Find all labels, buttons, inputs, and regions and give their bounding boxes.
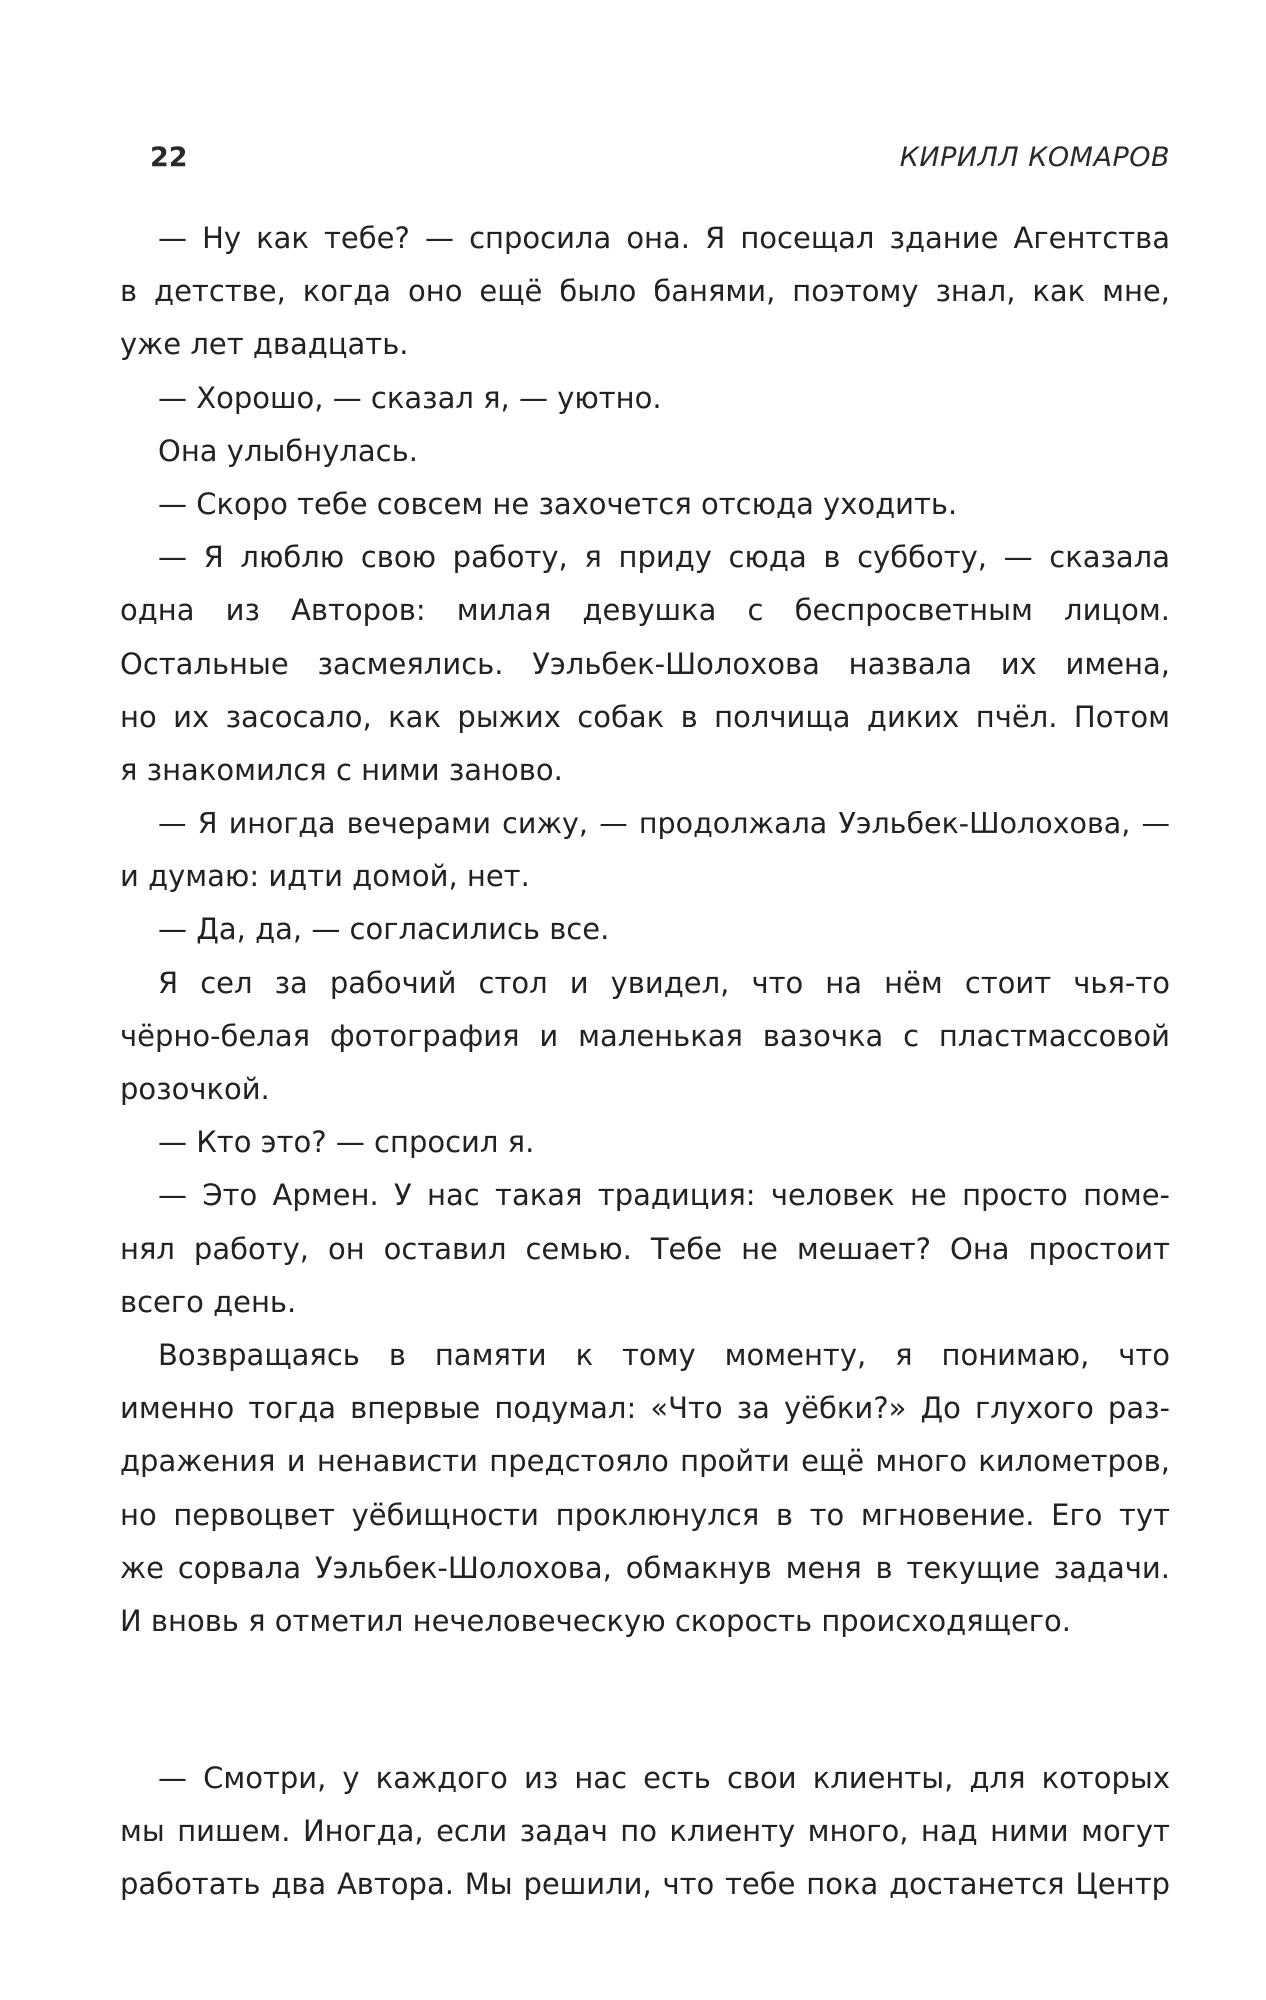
text-line: чёрно-белая фотография и маленькая вазочка с пластмассовой [120, 1018, 1170, 1053]
text-line: мы пишем. Иногда, если задач по клиенту много, над ними могут [120, 1814, 1170, 1849]
text-line: в детстве, когда оно ещё было банями, поэтому знал, как мне, [120, 274, 1170, 309]
section-break [120, 1648, 1170, 1752]
running-head-author: КИРИЛЛ КОМАРОВ [899, 142, 1170, 173]
text-line: — Это Армен. У нас такая традиция: человек не просто поме- [158, 1178, 1170, 1213]
text-line: но их засосало, как рыжих собак в полчища диких пчёл. Потом [120, 699, 1170, 734]
text-line: же сорвала Уэльбек-Шолохова, обмакнув меня в текущие задачи. [120, 1550, 1170, 1585]
text-line: — Хорошо, — сказал я, — уютно. [158, 380, 662, 415]
text-line: дражения и ненависти предстояло пройти ещё много километров, [120, 1444, 1170, 1479]
text-line: и думаю: идти домой, нет. [120, 859, 530, 894]
text-line: И вновь я отметил нечеловеческую скорость происходящего. [120, 1603, 1071, 1638]
text-line: но первоцвет уёбищности проклюнулся в то мгновение. Его тут [120, 1497, 1170, 1532]
text-line: — Скоро тебе совсем не захочется отсюда уходить. [158, 486, 958, 521]
text-line: я знакомился с ними заново. [120, 752, 563, 787]
text-line: Я сел за рабочий стол и увидел, что на нём стоит чья-то [158, 965, 1170, 1000]
text-line: — Я иногда вечерами сижу, — продолжала Уэльбек-Шолохова, — [158, 807, 1170, 841]
body-text [120, 212, 1170, 1912]
text-line: одна из Авторов: милая девушка с беспросветным лицом. [120, 593, 1170, 628]
text-line: Возвращаясь в памяти к тому моменту, я понимаю, что [158, 1337, 1170, 1372]
text-line: Остальные засмеялись. Уэльбек-Шолохова назвала их имена, [120, 646, 1170, 681]
text-line: — Кто это? — спросил я. [158, 1125, 535, 1160]
text-line: — Смотри, у каждого из нас есть свои клиенты, для которых [158, 1761, 1170, 1796]
text-line: — Да, да, — согласились все. [158, 912, 610, 947]
text-line: Она улыбнулась. [158, 433, 418, 468]
text-line: именно тогда впервые подумал: «Что за уёбки?» До глухого раз- [120, 1391, 1170, 1426]
text-line: — Я люблю свою работу, я приду сюда в субботу, — сказала [158, 540, 1170, 575]
page-header [150, 133, 1170, 183]
page-number: 22 [150, 142, 188, 173]
text-line: — Ну как тебе? — спросила она. Я посещал здание Агентства [158, 221, 1170, 255]
text-line: работать два Автора. Мы решили, что тебе пока достанется Центр [120, 1867, 1170, 1902]
text-line: уже лет двадцать. [120, 327, 409, 362]
text-line: всего день. [120, 1284, 297, 1319]
text-line: розочкой. [120, 1072, 270, 1106]
text-line: нял работу, он оставил семью. Тебе не мешает? Она простоит [120, 1231, 1170, 1266]
